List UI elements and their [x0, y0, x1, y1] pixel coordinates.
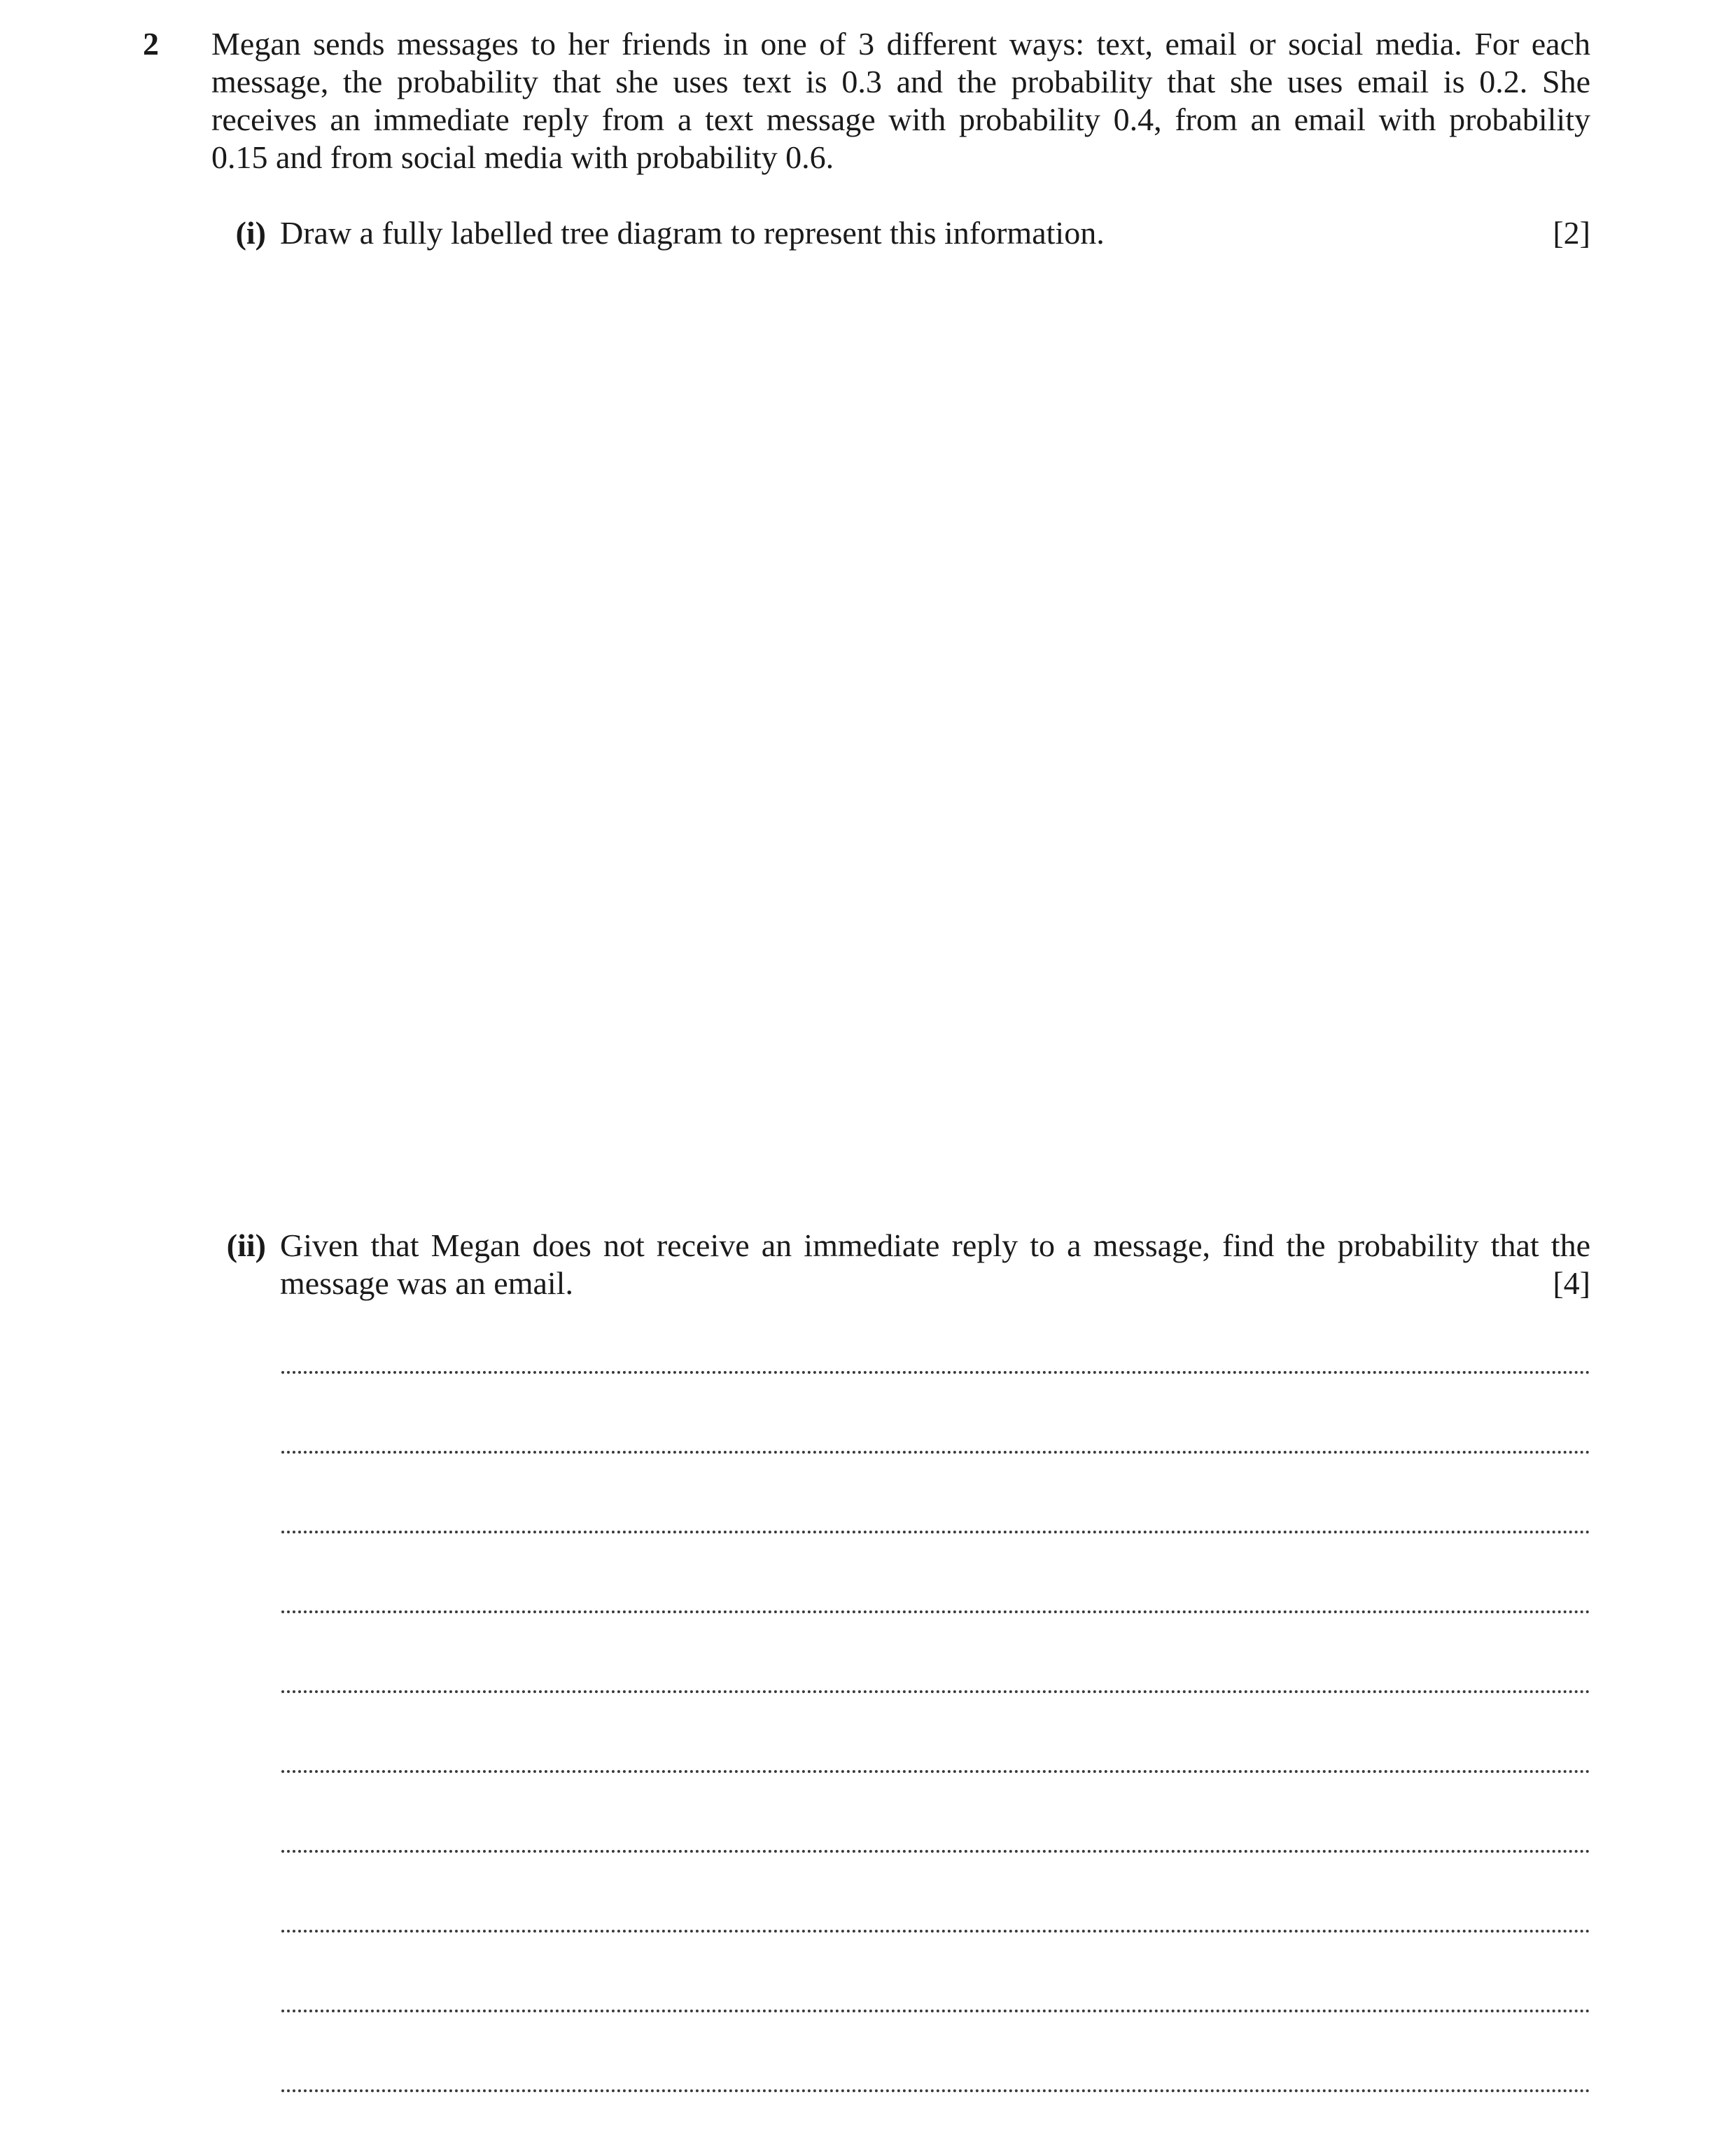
part-ii-label: (ii) — [226, 1227, 266, 1263]
part-ii-text-line: Given that Megan does not receive an immediate reply to a message, find the probability that the — [280, 1227, 1590, 1263]
part-ii-text-line: message was an email. — [280, 1265, 573, 1301]
part-ii — [0, 1227, 1736, 1311]
part-i-text: Draw a fully labelled tree diagram to represent this information. — [280, 215, 1105, 251]
answer-line[interactable] — [281, 1610, 1590, 1613]
part-ii-marks: [4] — [1553, 1265, 1590, 1301]
stem-line: 0.15 and from social media with probability 0.6. — [211, 139, 834, 175]
answer-line[interactable] — [281, 1451, 1590, 1454]
answer-line[interactable] — [281, 2010, 1590, 2012]
stem-line: Megan sends messages to her friends in one of 3 different ways: text, email or social media. For each — [211, 26, 1590, 62]
answer-line[interactable] — [281, 1371, 1590, 1374]
tree-diagram-working-space[interactable] — [280, 280, 1589, 1204]
part-i-label: (i) — [235, 215, 266, 251]
stem-line: message, the probability that she uses text is 0.3 and the probability that she uses email is 0.2. She — [211, 64, 1590, 99]
answer-line[interactable] — [281, 1770, 1590, 1773]
answer-line[interactable] — [281, 1930, 1590, 1933]
stem-line: receives an immediate reply from a text message with probability 0.4, from an email with probability — [211, 102, 1590, 137]
answer-line[interactable] — [281, 1850, 1590, 1853]
answer-line[interactable] — [281, 2089, 1590, 2092]
answer-line[interactable] — [281, 1690, 1590, 1693]
part-i — [0, 214, 1736, 256]
question-stem — [211, 25, 1590, 176]
answer-line[interactable] — [281, 1531, 1590, 1533]
part-i-marks: [2] — [1553, 215, 1590, 251]
question-number: 2 — [143, 26, 159, 62]
